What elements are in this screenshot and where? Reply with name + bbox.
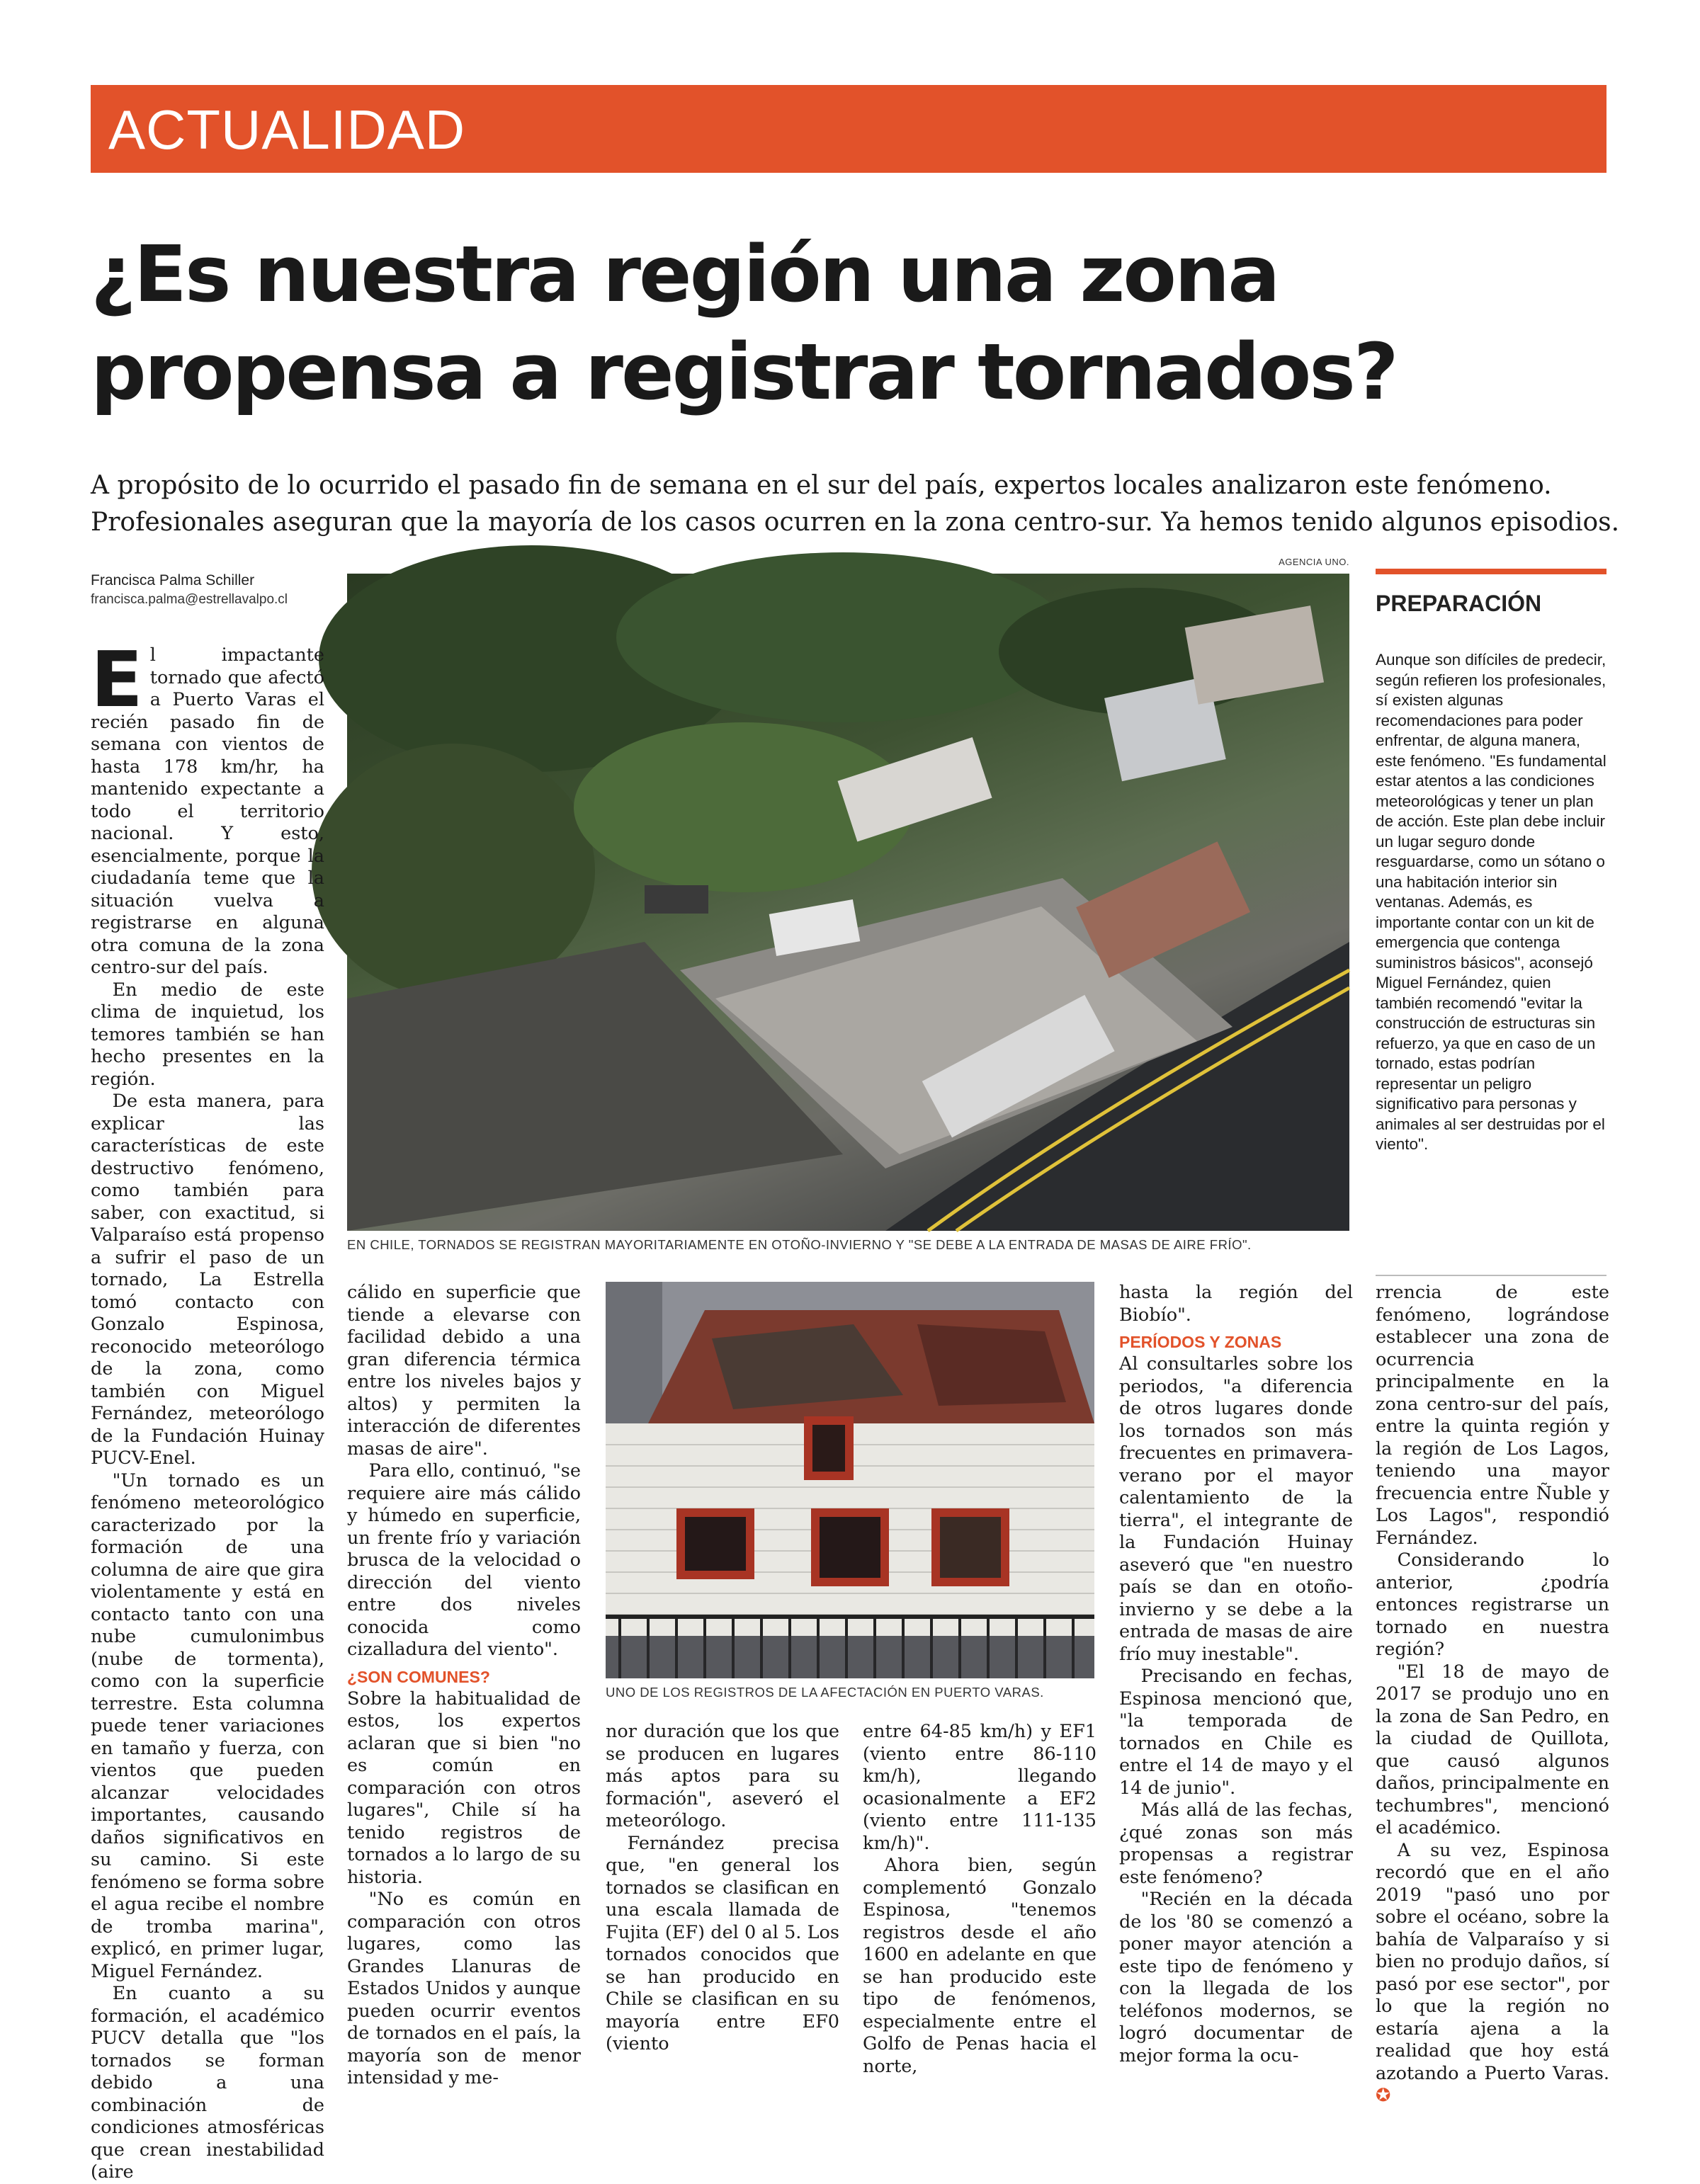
article-paragraph: "No es común en comparación con otros lugares, como las Grandes Llanuras de Estados Unidos y aunque pueden ocurrir eventos de tornados en el país, la mayoría son de menor intensidad y me-	[347, 1889, 581, 2088]
article-paragraph: hasta la región del Biobío".	[1119, 1282, 1353, 1326]
article-paragraph: "Un tornado es un fenómeno meteorológico caracterizado por la formación de una columna de aire que gira violentamente y está en contacto tanto con una nube cumulonimbus (nube de tormenta), como con la superficie terrestre. Esta columna puede tener variaciones en tamaño y fuerza, con vientos que pueden alcanzar velocidades importantes, causando daños significativos en su camino. Si este fenómeno se forma sobre el agua recibe el nombre de tromba marina", explicó, en primer lugar, Miguel Fernández.	[91, 1469, 324, 1982]
article-paragraph: "El 18 de mayo de 2017 se produjo uno en la zona de San Pedro, en la ciudad de Quillota, que causó algunos daños, principalmente en techumbres", mencionó el académico.	[1376, 1661, 1609, 1838]
lede-line-1: A propósito de lo ocurrido el pasado fin de semana en el sur del país, expertos locales analizaron este fenómeno.	[91, 471, 1552, 500]
headline-line-2: propensa a registrar tornados?	[91, 326, 1397, 417]
article-paragraph: Sobre la habitualidad de estos, los expertos aclaran que si bien "no es común en comparación con otros lugares", Chile sí ha tenido registros de tornados a lo largo de su historia.	[347, 1688, 581, 1888]
article-opening-text: l impactante tornado que afectó a Puerto Varas el recién pasado fin de semana con vientos de hasta 178 km/hr, ha mantenido expectante a todo el territorio nacional. Y esto, esencialmente, porque la ciudadanía teme que la situación vuelva a registrarse en alguna otra comuna de la zona centro-sur del país.	[91, 644, 324, 978]
sidebar-body	[1376, 650, 1606, 1266]
author-email[interactable]: francisca.palma@estrellavalpo.cl	[91, 592, 288, 607]
sidebar-separator	[1376, 1275, 1606, 1276]
second-photo	[606, 1282, 1094, 1678]
lede	[91, 467, 1621, 541]
article-paragraph: "Recién en la década de los '80 se comenzó a poner mayor atención a este tipo de fenómeno y con la llegada de los teléfonos modernos, se logró documentar de mejor forma la ocu-	[1119, 1889, 1353, 2066]
article-paragraph: En cuanto a su formación, el académico PUCV detalla que "los tornados se forman debido a una combinación de condiciones atmosféricas que crean inestabilidad (aire	[91, 1983, 324, 2183]
article-paragraph: cálido en superficie que tiende a elevarse con facilidad debido a una gran diferencia térmica entre los niveles bajos y altos) y permiten la interacción de diferentes masas de aire".	[347, 1282, 581, 1460]
second-photo-caption: UNO DE LOS REGISTROS DE LA AFECTACIÓN EN PUERTO VARAS.	[606, 1685, 1044, 1700]
article-paragraph: entre 64-85 km/h) y EF1 (viento entre 86-110 km/h), llegando ocasionalmente a EF2 (viento entre 111-135 km/h)".	[863, 1721, 1096, 1854]
article-column-3	[606, 1721, 839, 2054]
sidebar-title: PREPARACIÓN	[1376, 591, 1542, 616]
byline	[91, 571, 324, 609]
photo-credit: AGENCIA UNO.	[1279, 557, 1349, 567]
article-paragraph: Más allá de las fechas, ¿qué zonas son más propensas a registrar este fenómeno?	[1119, 1799, 1353, 1888]
article-paragraph: Precisando en fechas, Espinosa mencionó que, "la temporada de tornados en Chile es entre el 14 de mayo y el 14 de junio".	[1119, 1666, 1353, 1799]
end-mark-icon: ✪	[1376, 2085, 1391, 2106]
article-paragraph: Al consultarles sobre los periodos, "a diferencia de otros lugares donde los tornados son más frecuentes en primavera-verano por el mayor calentamiento de la tierra", el integrante de la Fundación Huinay aseveró que "en nuestro país se dan en otoño-invierno y se debe a la entrada de masas de aire frío muy inestable".	[1119, 1353, 1353, 1665]
article-paragraph	[1376, 1840, 1609, 2108]
author-name: Francisca Palma Schiller	[91, 572, 255, 588]
headline	[91, 225, 1621, 421]
article-column-5	[1119, 1282, 1353, 2066]
subhead-son-comunes: ¿SON COMUNES?	[347, 1667, 490, 1686]
headline-line-1: ¿Es nuestra región una zona	[91, 229, 1279, 319]
main-photo-caption: EN CHILE, TORNADOS SE REGISTRAN MAYORITARIAMENTE EN OTOÑO-INVIERNO Y "SE DEBE A LA ENTRADA DE MASAS DE AIRE FRÍO".	[347, 1237, 1252, 1252]
article-column-2	[347, 1282, 581, 2088]
article-paragraph: En medio de este clima de inquietud, los temores también se han hecho presentes en la región.	[91, 979, 324, 1090]
article-paragraph: rrencia de este fenómeno, lográndose establecer una zona de ocurrencia principalmente en la zona centro-sur del país, entre la quinta región y la región de Los Lagos, teniendo una mayor frecuencia entre Ñuble y Los Lagos", respondió Fernández.	[1376, 1282, 1609, 1549]
article-paragraph: Considerando lo anterior, ¿podría entonces registrarse un tornado en nuestra región?	[1376, 1549, 1609, 1660]
sidebar-paragraph: Aunque son difíciles de predecir, según refieren los profesionales, sí existen algunas recomendaciones para poder enfrentar, de alguna manera, este fenómeno. "Es fundamental estar atentos a las condiciones meteorológicas y tener un plan de acción. Este plan debe incluir un lugar seguro donde resguardarse, como un sótano o una habitación interior sin ventanas. Además, es importante contar con un kit de emergencia que contenga suministros básicos", aconsejó Miguel Fernández, quien también recomendó "evitar la construcción de estructuras sin refuerzo, ya que en caso de un tornado, estas podrían representar un peligro significativo para personas y animales al ser destruidas por el viento".	[1376, 651, 1606, 1153]
article-closing-text: A su vez, Espinosa recordó que en el año 2019 "pasó uno por sobre el océano, sobre la bahía de Valparaíso y si bien no produjo daños, sí pasó por ese sector", por lo que la región no estaría ajena a la realidad que hoy está azotando a Puerto Varas.	[1376, 1839, 1609, 2084]
article-column-1	[91, 636, 324, 2183]
main-photo-illustration	[347, 574, 1349, 1231]
article-paragraph: Para ello, continuó, "se requiere aire más cálido y húmedo en superficie, un frente frío y variación brusca de la velocidad o dirección del viento entre dos niveles conocida como cizalladura del viento".	[347, 1460, 581, 1660]
second-photo-illustration	[606, 1282, 1094, 1678]
article-paragraph: Fernández precisa que, "en general los tornados se clasifican en una escala llamada de Fujita (EF) del 0 al 5. Los tornados conocidos que se han producido en Chile se clasifican en su mayoría entre EF0 (viento	[606, 1832, 839, 2054]
subhead-periodos-y-zonas: PERÍODOS Y ZONAS	[1119, 1333, 1282, 1351]
section-label: ACTUALIDAD	[108, 98, 466, 161]
article-column-4	[863, 1721, 1096, 2077]
article-paragraph: nor duración que los que se producen en lugares más aptos para su formación", aseveró el meteorólogo.	[606, 1721, 839, 1831]
article-paragraph: Ahora bien, según complementó Gonzalo Espinosa, "tenemos registros desde el año 1600 en adelante en que se han producido este tipo de fenómenos, especialmente entre el Golfo de Penas hacia el norte,	[863, 1855, 1096, 2077]
article-paragraph: De esta manera, para explicar las características de este destructivo fenómeno, como también para saber, con exactitud, si Valparaíso está propenso a sufrir el paso de un tornado, La Estrella tomó contacto con Gonzalo Espinosa, reconocido meteorólogo de la zona, como también con Miguel Fernández, meteorólogo de la Fundación Huinay PUCV-Enel.	[91, 1091, 324, 1469]
drop-cap: E	[91, 636, 143, 724]
lede-line-2: Profesionales aseguran que la mayoría de los casos ocurren en la zona centro-sur. Ya hemos tenido algunos episodios.	[91, 508, 1620, 537]
sidebar-rule	[1376, 569, 1606, 574]
article-paragraph	[91, 636, 324, 979]
main-photo	[347, 574, 1349, 1231]
article-column-6	[1376, 1282, 1609, 2106]
